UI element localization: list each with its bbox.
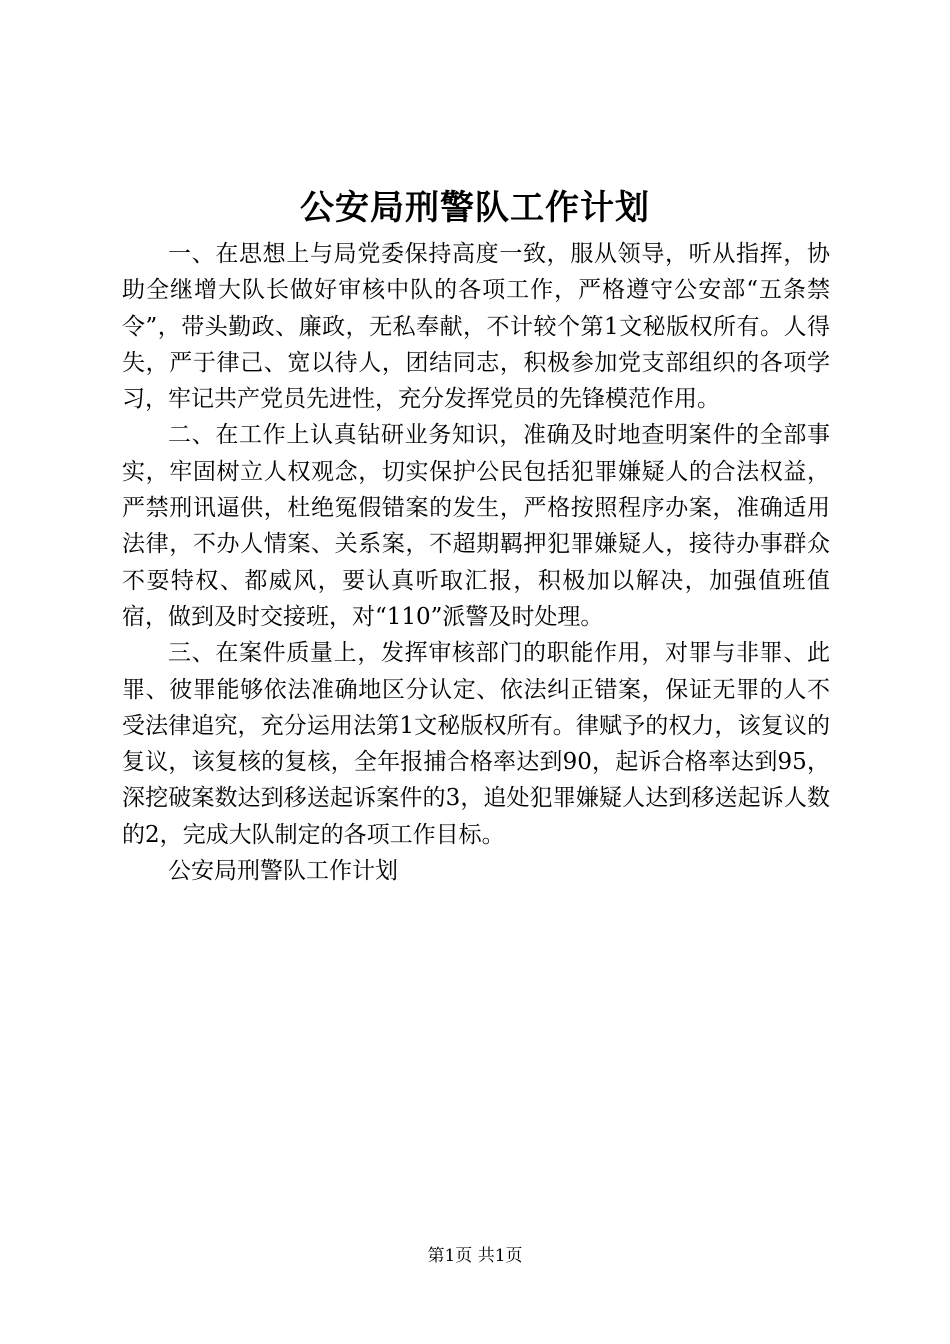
- paragraph-2: 二、在工作上认真钻研业务知识，准确及时地查明案件的全部事实，牢固树立人权观念，切实保护公民包括犯罪嫌疑人的合法权益，严禁刑讯逼供，杜绝冤假错案的发生，严格按照程序办案，准确适用法律，不办人情案、关系案，不超期羁押犯罪嫌疑人，接待办事群众不耍特权、都威风，要认真听取汇报，积极加以解决，加强值班值宿，做到及时交接班，对“110”派警及时处理。: [122, 422, 830, 630]
- closing-title-line: 公安局刑警队工作计划: [168, 858, 398, 885]
- paragraph-3: 三、在案件质量上，发挥审核部门的职能作用，对罪与非罪、此罪、彼罪能够依法准确地区分认定、依法纠正错案，保证无罪的人不受法律追究，充分运用法第1文秘版权所有。律赋予的权力，该复议的复议，该复核的复核，全年报捕合格率达到90，起诉合格率达到95，深挖破案数达到移送起诉案件的3，追处犯罪嫌疑人达到移送起诉人数的2，完成大队制定的各项工作目标。: [122, 640, 830, 848]
- document-body: [122, 236, 830, 889]
- page-footer: 第1页 共1页: [427, 1246, 523, 1266]
- document-title: 公安局刑警队工作计划: [300, 188, 650, 228]
- paragraph-1: 一、在思想上与局党委保持高度一致，服从领导，听从指挥，协助全继增大队长做好审核中队的各项工作，严格遵守公安部“五条禁令”，带头勤政、廉政，无私奉献，不计较个第1文秘版权所有。人得失，严于律己、宽以待人，团结同志，积极参加党支部组织的各项学习，牢记共产党员先进性，充分发挥党员的先锋模范作用。: [122, 241, 830, 413]
